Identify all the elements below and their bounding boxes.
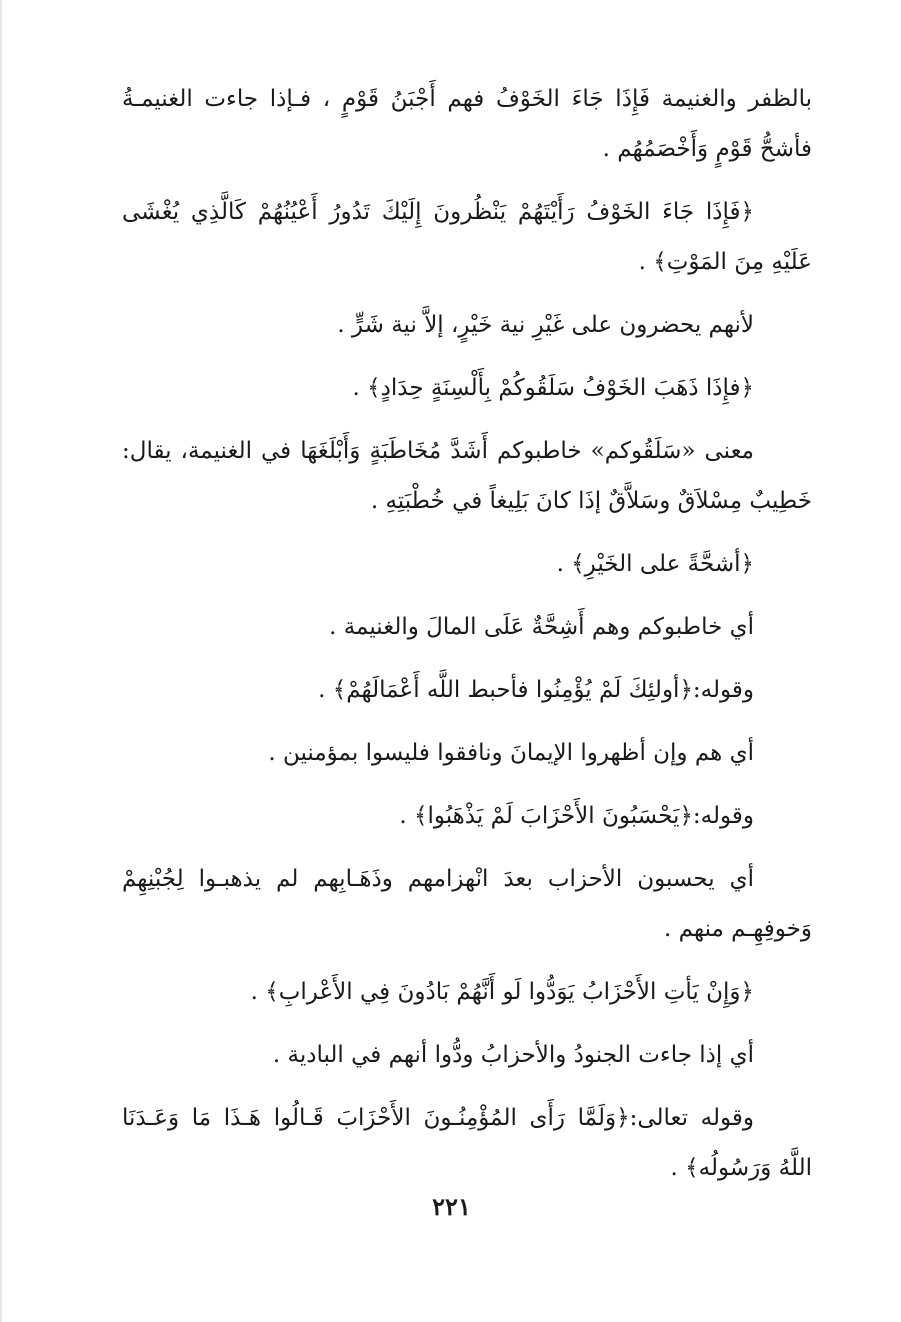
verse-line: اللَّهُ وَرَسُولُه﴾ .	[670, 1155, 812, 1181]
text-line: وقوله:﴿أولئِكَ لَمْ يُؤْمِنُوا فأحبط اللَّه أَعْمَالَهُمْ﴾ .	[318, 677, 754, 703]
text-line: أي هم وإن أظهروا الإيمانَ ونافقوا فليسوا بمؤمنين .	[268, 740, 754, 766]
text-line: وقوله تعالى:﴿وَلَمَّا رَأَى المُؤْمِنُـونَ الأَحْزَابَ قَـالُوا هَـذَا مَا وَعَـدَنَا	[122, 1105, 754, 1131]
text-line: لأنهم يحضرون على غَيْرِ نية خَيْرٍ، إلاَّ نية شَرٍّ .	[337, 312, 754, 338]
text-line: أي يحسبون الأحزاب بعدَ انْهزامهم وذَهَـابِهم لم يذهبـوا لِجُبْنِهِمْ	[122, 866, 754, 892]
text-line: معنى «سَلَقُوكم» خاطبوكم أَشَدَّ مُخَاطَبَةٍ وَأَبْلَغَهَا في الغنيمة، يقال:	[122, 438, 754, 464]
verse-line: ﴿فإِذَا ذَهَبَ الخَوْفُ سَلَقُوكُمْ بِأَلْسِنَةٍ حِدَادٍ﴾ .	[352, 375, 754, 401]
text-line: أي خاطبوكم وهم أَشِحَّةٌ عَلَى المالَ والغنيمة .	[329, 614, 754, 640]
page-number: ٢٢١	[432, 1192, 471, 1221]
text-line: وَخوفِهِـم منهم .	[664, 916, 812, 942]
verse-line: عَلَيْهِ مِنَ المَوْتِ﴾ .	[638, 249, 812, 275]
page-body	[122, 74, 812, 1193]
text-line: وقوله:﴿يَحْسَبُونَ الأَحْزَابَ لَمْ يَذْهَبُوا﴾ .	[399, 803, 754, 829]
verse-line: ﴿فَإِذَا جَاءَ الخَوْفُ رَأَيْتَهُمْ يَنْظُرونَ إِلَيْكَ تَدُورُ أَعْيُنُهُمْ كَالَّذِي يُغْشَى	[122, 199, 754, 225]
text-line: بالظفر والغنيمة فَإِذَا جَاءَ الخَوْفُ فهم أَجْبَنُ قَوْمٍ ، فـإذا جاءت الغنيمـةُ	[122, 86, 812, 112]
verse-line: ﴿أشحَّةً على الخَيْرِ﴾ .	[556, 551, 754, 577]
text-line: أي إذا جاءت الجنودُ والأحزابُ ودُّوا أنهم في البادية .	[272, 1042, 754, 1068]
text-line: خَطِيبٌ مِسْلاَقٌ وسَلاَّقٌ إذَا كانَ بَلِيغاً في خُطْبَتِهِ .	[370, 488, 812, 514]
verse-line: ﴿وَإِنْ يَأتِ الأَحْزَابُ يَوَدُّوا لَو أَنَّهُمْ بَادُونَ فِي الأَعْرابِ﴾ .	[250, 979, 754, 1005]
text-line: فأشحُّ قَوْمٍ وَأَخْصَمُهُم .	[602, 136, 812, 162]
